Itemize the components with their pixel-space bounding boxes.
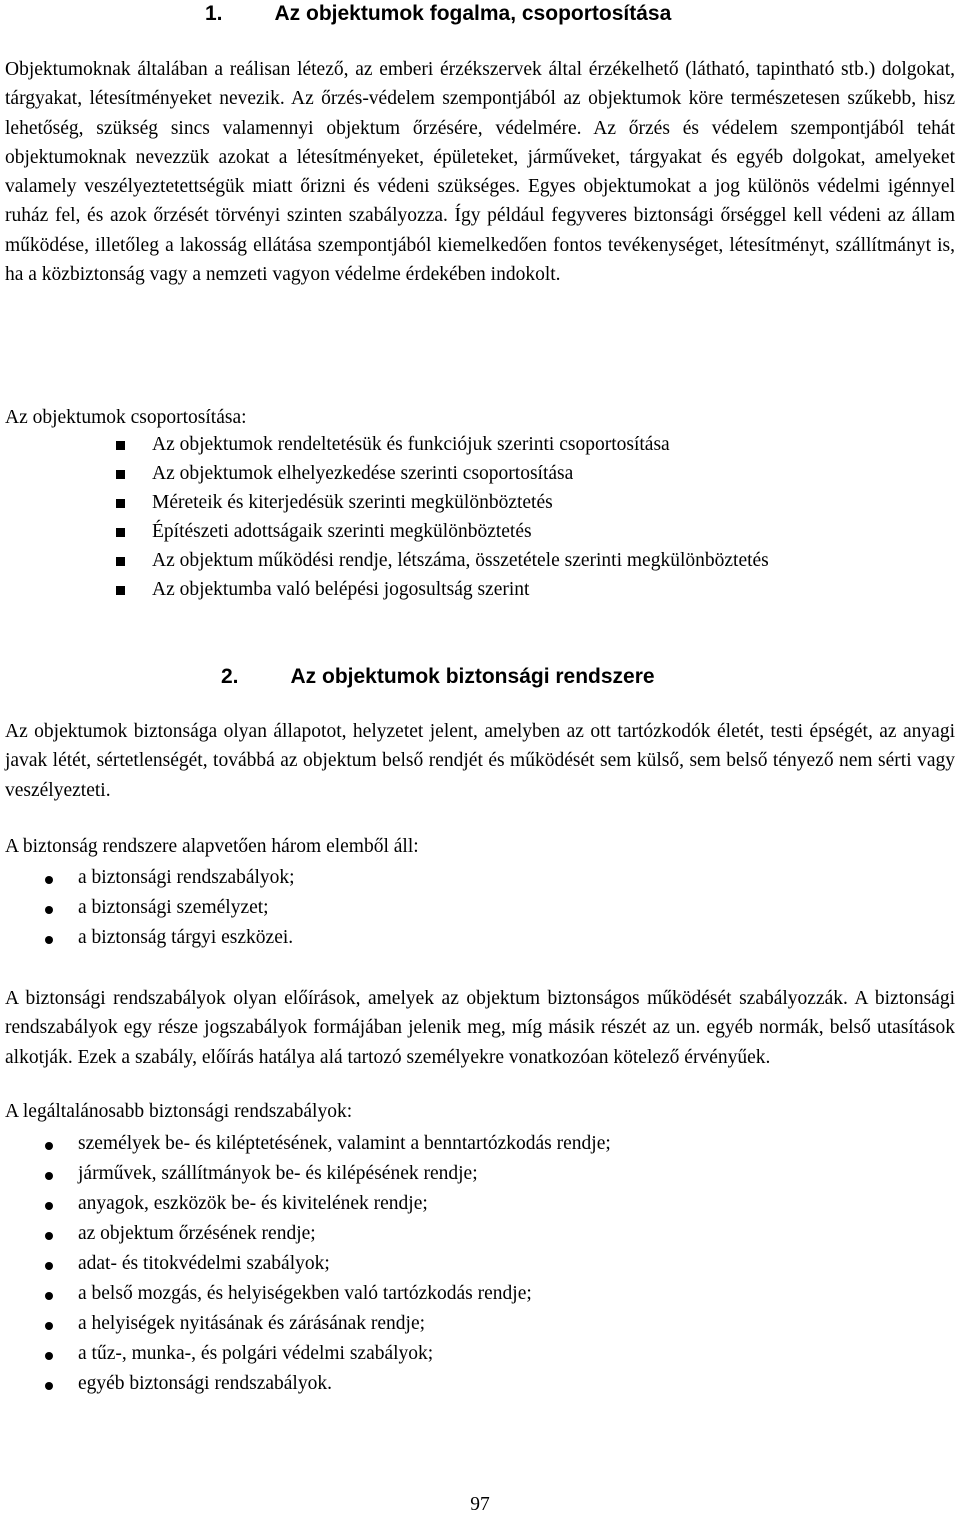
list-item-text: a belső mozgás, és helyiségekben való tartózkodás rendje; bbox=[78, 1283, 532, 1304]
round-bullet-icon bbox=[45, 1382, 53, 1390]
list-item-text: járművek, szállítmányok be- és kilépésének rendje; bbox=[78, 1163, 478, 1184]
square-bullet-icon bbox=[116, 586, 125, 595]
section-2-heading bbox=[221, 665, 655, 689]
round-bullet-icon bbox=[45, 1292, 53, 1300]
section-2-paragraph-1: Az objektumok biztonsága olyan állapotot, helyzetet jelent, amelyben az ott tartózkodók életét, testi épségét, az anyagi javak létét, sértetlenségét, továbbá az objektum belső rendjét és működését sem külső, sem belső tényező nem sérti vagy veszélyezteti. bbox=[5, 721, 955, 801]
section-2-title: Az objektumok biztonsági rendszere bbox=[290, 665, 655, 688]
section-1-paragraph: Objektumoknak általában a reálisan létező, az emberi érzékszervek által érzékelhető (látható, tapintható stb.) dolgokat, tárgyakat, létesítményeket nevezik. Az őrzés-védelem szempontjából az objektumok köre természetesen szűkebb, hisz lehetőség, szükség sincs valamennyi objektum őrzésére, védelmére. Az őrzés és védelem szempontjából tehát objektumoknak nevezzük azokat a létesítményeket, épületeket, járműveket, tárgyakat és egyéb dolgokat, amelyeket valamely veszélyeztetettségük miatt őrizni és védeni szükséges. Egyes objektumokat a jog különös védelmi igénnyel ruház fel, és azok őrzését törvényi szinten szabályozza. Így például fegyveres biztonsági őrséggel kell védeni az állam működése, illetőleg a lakosság ellátása szempontjából kiemelkedően fontos tevékenységet, létesítményt, szállítmányt is, ha a közbiztonság vagy a nemzeti vagyon védelme érdekében indokolt. bbox=[5, 59, 955, 286]
list-item-text: Építészeti adottságaik szerinti megkülönböztetés bbox=[152, 521, 532, 542]
list-item-text: Az objektumok elhelyezkedése szerinti csoportosítása bbox=[152, 463, 574, 484]
grouping-intro: Az objektumok csoportosítása: bbox=[5, 407, 247, 428]
list-item-text: Az objektumok rendeltetésük és funkciójuk szerinti csoportosítása bbox=[152, 434, 670, 455]
round-bullet-icon bbox=[45, 876, 53, 884]
square-bullet-icon bbox=[116, 441, 125, 450]
square-bullet-icon bbox=[116, 470, 125, 479]
section-1-number: 1. bbox=[205, 2, 223, 25]
list-item-text: személyek be- és kiléptetésének, valamint a benntartózkodás rendje; bbox=[78, 1133, 611, 1154]
section-2-paragraph-2: A biztonsági rendszabályok olyan előírások, amelyek az objektum biztonságos működését szabályozzák. A biztonsági rendszabályok egy része jogszabályok formájában jelenik meg, míg másik részét az un. egyéb normák, belső utasítások alkotják. Ezek a szabály, előírás hatálya alá tartozó személyekre vonatkozóan kötelező érvényűek. bbox=[5, 988, 955, 1068]
square-bullet-icon bbox=[116, 499, 125, 508]
list-item-text: anyagok, eszközök be- és kivitelének rendje; bbox=[78, 1193, 428, 1214]
elements-intro: A biztonság rendszere alapvetően három elemből áll: bbox=[5, 836, 419, 857]
square-bullet-icon bbox=[116, 557, 125, 566]
list-item-text: egyéb biztonsági rendszabályok. bbox=[78, 1373, 332, 1394]
list-item-text: Az objektum működési rendje, létszáma, összetétele szerinti megkülönböztetés bbox=[152, 550, 769, 571]
list-item-text: az objektum őrzésének rendje; bbox=[78, 1223, 316, 1244]
round-bullet-icon bbox=[45, 906, 53, 914]
rules-intro: A legáltalánosabb biztonsági rendszabályok: bbox=[5, 1101, 353, 1122]
list-item-text: a biztonsági személyzet; bbox=[78, 897, 269, 918]
list-item-text: a helyiségek nyitásának és zárásának rendje; bbox=[78, 1313, 426, 1334]
page-number: 97 bbox=[470, 1494, 490, 1515]
list-item-text: Az objektumba való belépési jogosultság szerint bbox=[152, 579, 530, 600]
section-1-title: Az objektumok fogalma, csoportosítása bbox=[274, 2, 672, 25]
list-item-text: Méreteik és kiterjedésük szerinti megkülönböztetés bbox=[152, 492, 553, 513]
round-bullet-icon bbox=[45, 1352, 53, 1360]
round-bullet-icon bbox=[45, 936, 53, 944]
square-bullet-icon bbox=[116, 528, 125, 537]
round-bullet-icon bbox=[45, 1172, 53, 1180]
round-bullet-icon bbox=[45, 1142, 53, 1150]
round-bullet-icon bbox=[45, 1262, 53, 1270]
round-bullet-icon bbox=[45, 1322, 53, 1330]
list-item-text: a tűz-, munka-, és polgári védelmi szabályok; bbox=[78, 1343, 434, 1364]
section-2-number: 2. bbox=[221, 665, 239, 688]
list-item-text: a biztonsági rendszabályok; bbox=[78, 867, 295, 888]
list-item-text: a biztonság tárgyi eszközei. bbox=[78, 927, 294, 948]
round-bullet-icon bbox=[45, 1202, 53, 1210]
list-item-text: adat- és titokvédelmi szabályok; bbox=[78, 1253, 330, 1274]
round-bullet-icon bbox=[45, 1232, 53, 1240]
section-1-heading bbox=[205, 2, 671, 26]
